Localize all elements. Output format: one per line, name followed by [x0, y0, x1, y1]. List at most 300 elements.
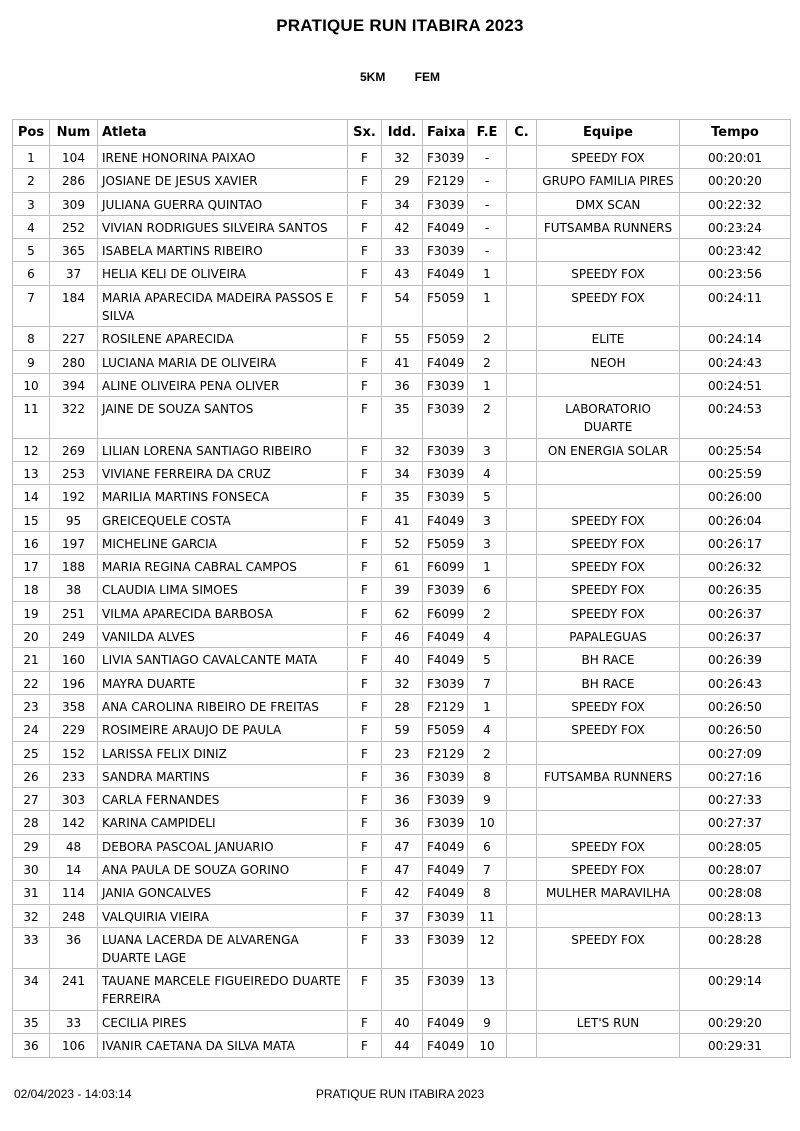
time-cell: 00:24:43	[680, 350, 791, 373]
pos-cell: 18	[13, 578, 50, 601]
fe-cell: -	[468, 192, 507, 215]
num-cell: 248	[50, 904, 98, 927]
age-cell: 36	[382, 764, 423, 787]
age-cell: 37	[382, 904, 423, 927]
fe-cell: 2	[468, 741, 507, 764]
age-cell: 32	[382, 671, 423, 694]
team-cell: SPEEDY FOX	[537, 285, 680, 327]
sex-cell: F	[348, 461, 382, 484]
athlete-cell: GREICEQUELE COSTA	[98, 508, 348, 531]
table-row	[13, 1034, 791, 1057]
c-cell	[507, 741, 537, 764]
athlete-cell: LUCIANA MARIA DE OLIVEIRA	[98, 350, 348, 373]
age-cell: 23	[382, 741, 423, 764]
sex-cell: F	[348, 262, 382, 285]
c-cell	[507, 169, 537, 192]
fe-cell: 3	[468, 508, 507, 531]
col-header-age: Idd.	[382, 120, 423, 146]
time-cell: 00:24:53	[680, 397, 791, 439]
time-cell: 00:28:28	[680, 927, 791, 969]
athlete-cell: ROSILENE APARECIDA	[98, 327, 348, 350]
pos-cell: 16	[13, 531, 50, 554]
fe-cell: 3	[468, 531, 507, 554]
team-cell: SPEEDY FOX	[537, 927, 680, 969]
team-cell: LABORATORIO DUARTE	[537, 397, 680, 439]
c-cell	[507, 834, 537, 857]
age-group-cell: F4049	[423, 262, 468, 285]
age-group-cell: F4049	[423, 858, 468, 881]
num-cell: 14	[50, 858, 98, 881]
athlete-cell: VIVIANE FERREIRA DA CRUZ	[98, 461, 348, 484]
age-group-cell: F3039	[423, 904, 468, 927]
pos-cell: 9	[13, 350, 50, 373]
sex-cell: F	[348, 927, 382, 969]
athlete-cell: LUANA LACERDA DE ALVARENGA DUARTE LAGE	[98, 927, 348, 969]
age-cell: 33	[382, 927, 423, 969]
time-cell: 00:24:51	[680, 373, 791, 396]
age-group-cell: F5059	[423, 285, 468, 327]
fe-cell: 5	[468, 485, 507, 508]
sex-cell: F	[348, 694, 382, 717]
athlete-cell: MARILIA MARTINS FONSECA	[98, 485, 348, 508]
age-group-cell: F3039	[423, 239, 468, 262]
pos-cell: 2	[13, 169, 50, 192]
team-cell	[537, 811, 680, 834]
age-group-cell: F3039	[423, 811, 468, 834]
num-cell: 104	[50, 146, 98, 169]
athlete-cell: DEBORA PASCOAL JANUARIO	[98, 834, 348, 857]
sex-cell: F	[348, 215, 382, 238]
athlete-cell: JOSIANE DE JESUS XAVIER	[98, 169, 348, 192]
athlete-cell: JANIA GONCALVES	[98, 881, 348, 904]
fe-cell: 1	[468, 373, 507, 396]
fe-cell: 1	[468, 555, 507, 578]
fe-cell: 7	[468, 858, 507, 881]
athlete-cell: VIVIAN RODRIGUES SILVEIRA SANTOS	[98, 215, 348, 238]
team-cell: MULHER MARAVILHA	[537, 881, 680, 904]
sex-cell: F	[348, 169, 382, 192]
age-cell: 34	[382, 461, 423, 484]
pos-cell: 24	[13, 718, 50, 741]
c-cell	[507, 969, 537, 1011]
age-cell: 44	[382, 1034, 423, 1057]
c-cell	[507, 215, 537, 238]
age-cell: 41	[382, 508, 423, 531]
c-cell	[507, 285, 537, 327]
table-row	[13, 969, 791, 1011]
age-cell: 61	[382, 555, 423, 578]
sex-cell: F	[348, 648, 382, 671]
age-cell: 59	[382, 718, 423, 741]
num-cell: 251	[50, 601, 98, 624]
pos-cell: 20	[13, 625, 50, 648]
c-cell	[507, 625, 537, 648]
age-group-cell: F4049	[423, 1010, 468, 1033]
sex-cell: F	[348, 881, 382, 904]
fe-cell: 8	[468, 881, 507, 904]
age-cell: 35	[382, 485, 423, 508]
time-cell: 00:28:05	[680, 834, 791, 857]
sex-cell: F	[348, 397, 382, 439]
table-row	[13, 146, 791, 169]
team-cell: SPEEDY FOX	[537, 834, 680, 857]
fe-cell: 4	[468, 718, 507, 741]
time-cell: 00:24:14	[680, 327, 791, 350]
fe-cell: -	[468, 239, 507, 262]
sex-cell: F	[348, 811, 382, 834]
time-cell: 00:23:24	[680, 215, 791, 238]
num-cell: 184	[50, 285, 98, 327]
sex-cell: F	[348, 438, 382, 461]
num-cell: 322	[50, 397, 98, 439]
team-cell: FUTSAMBA RUNNERS	[537, 764, 680, 787]
col-header-athlete: Atleta	[98, 120, 348, 146]
team-cell: FUTSAMBA RUNNERS	[537, 215, 680, 238]
c-cell	[507, 350, 537, 373]
team-cell: SPEEDY FOX	[537, 858, 680, 881]
c-cell	[507, 1010, 537, 1033]
age-cell: 32	[382, 146, 423, 169]
time-cell: 00:27:09	[680, 741, 791, 764]
sex-cell: F	[348, 1010, 382, 1033]
time-cell: 00:26:43	[680, 671, 791, 694]
num-cell: 38	[50, 578, 98, 601]
athlete-cell: IVANIR CAETANA DA SILVA MATA	[98, 1034, 348, 1057]
team-cell: SPEEDY FOX	[537, 694, 680, 717]
time-cell: 00:26:00	[680, 485, 791, 508]
table-row	[13, 694, 791, 717]
age-group-cell: F4049	[423, 648, 468, 671]
table-row	[13, 397, 791, 439]
athlete-cell: MAYRA DUARTE	[98, 671, 348, 694]
time-cell: 00:20:01	[680, 146, 791, 169]
table-row	[13, 327, 791, 350]
footer-timestamp: 02/04/2023 - 14:03:14	[14, 1087, 132, 1101]
fe-cell: 5	[468, 648, 507, 671]
age-group-cell: F2129	[423, 741, 468, 764]
pos-cell: 28	[13, 811, 50, 834]
age-cell: 35	[382, 969, 423, 1011]
team-cell: BH RACE	[537, 648, 680, 671]
time-cell: 00:28:13	[680, 904, 791, 927]
c-cell	[507, 811, 537, 834]
num-cell: 95	[50, 508, 98, 531]
table-row	[13, 215, 791, 238]
pos-cell: 30	[13, 858, 50, 881]
c-cell	[507, 648, 537, 671]
c-cell	[507, 438, 537, 461]
pos-cell: 15	[13, 508, 50, 531]
team-cell	[537, 741, 680, 764]
team-cell	[537, 1034, 680, 1057]
num-cell: 394	[50, 373, 98, 396]
footer-event-name: PRATIQUE RUN ITABIRA 2023	[315, 1087, 485, 1101]
athlete-cell: TAUANE MARCELE FIGUEIREDO DUARTE FERREIRA	[98, 969, 348, 1011]
c-cell	[507, 671, 537, 694]
num-cell: 229	[50, 718, 98, 741]
c-cell	[507, 531, 537, 554]
fe-cell: 4	[468, 461, 507, 484]
age-cell: 33	[382, 239, 423, 262]
time-cell: 00:25:54	[680, 438, 791, 461]
time-cell: 00:22:32	[680, 192, 791, 215]
num-cell: 241	[50, 969, 98, 1011]
age-group-cell: F3039	[423, 438, 468, 461]
team-cell	[537, 904, 680, 927]
num-cell: 249	[50, 625, 98, 648]
fe-cell: -	[468, 169, 507, 192]
time-cell: 00:26:04	[680, 508, 791, 531]
c-cell	[507, 601, 537, 624]
num-cell: 280	[50, 350, 98, 373]
age-group-cell: F4049	[423, 1034, 468, 1057]
pos-cell: 29	[13, 834, 50, 857]
sex-cell: F	[348, 671, 382, 694]
pos-cell: 31	[13, 881, 50, 904]
sex-cell: F	[348, 508, 382, 531]
table-row	[13, 531, 791, 554]
athlete-cell: KARINA CAMPIDELI	[98, 811, 348, 834]
age-group-cell: F4049	[423, 881, 468, 904]
c-cell	[507, 262, 537, 285]
pos-cell: 12	[13, 438, 50, 461]
pos-cell: 33	[13, 927, 50, 969]
c-cell	[507, 788, 537, 811]
age-group-cell: F4049	[423, 834, 468, 857]
age-cell: 34	[382, 192, 423, 215]
athlete-cell: CECILIA PIRES	[98, 1010, 348, 1033]
col-header-pos: Pos	[13, 120, 50, 146]
fe-cell: 12	[468, 927, 507, 969]
table-row	[13, 858, 791, 881]
time-cell: 00:26:35	[680, 578, 791, 601]
sex-cell: F	[348, 239, 382, 262]
age-group-cell: F2129	[423, 169, 468, 192]
c-cell	[507, 397, 537, 439]
athlete-cell: HELIA KELI DE OLIVEIRA	[98, 262, 348, 285]
fe-cell: 13	[468, 969, 507, 1011]
age-cell: 28	[382, 694, 423, 717]
age-cell: 29	[382, 169, 423, 192]
time-cell: 00:26:37	[680, 601, 791, 624]
c-cell	[507, 718, 537, 741]
c-cell	[507, 239, 537, 262]
table-row	[13, 461, 791, 484]
age-group-cell: F3039	[423, 146, 468, 169]
age-cell: 42	[382, 881, 423, 904]
age-group-cell: F3039	[423, 397, 468, 439]
time-cell: 00:20:20	[680, 169, 791, 192]
num-cell: 269	[50, 438, 98, 461]
fe-cell: 9	[468, 788, 507, 811]
time-cell: 00:24:11	[680, 285, 791, 327]
pos-cell: 14	[13, 485, 50, 508]
time-cell: 00:26:39	[680, 648, 791, 671]
team-cell: ELITE	[537, 327, 680, 350]
table-row	[13, 239, 791, 262]
sex-cell: F	[348, 578, 382, 601]
num-cell: 358	[50, 694, 98, 717]
col-header-sex: Sx.	[348, 120, 382, 146]
age-cell: 36	[382, 788, 423, 811]
table-row	[13, 285, 791, 327]
table-row	[13, 718, 791, 741]
athlete-cell: SANDRA MARTINS	[98, 764, 348, 787]
num-cell: 233	[50, 764, 98, 787]
time-cell: 00:25:59	[680, 461, 791, 484]
fe-cell: 6	[468, 578, 507, 601]
num-cell: 160	[50, 648, 98, 671]
age-group-cell: F3039	[423, 192, 468, 215]
pos-cell: 5	[13, 239, 50, 262]
fe-cell: 7	[468, 671, 507, 694]
fe-cell: 2	[468, 350, 507, 373]
fe-cell: 2	[468, 397, 507, 439]
sex-cell: F	[348, 373, 382, 396]
time-cell: 00:26:50	[680, 718, 791, 741]
time-cell: 00:27:16	[680, 764, 791, 787]
age-cell: 62	[382, 601, 423, 624]
fe-cell: 2	[468, 601, 507, 624]
sex-cell: F	[348, 192, 382, 215]
num-cell: 309	[50, 192, 98, 215]
fe-cell: 2	[468, 327, 507, 350]
num-cell: 48	[50, 834, 98, 857]
sex-cell: F	[348, 764, 382, 787]
page-title: PRATIQUE RUN ITABIRA 2023	[276, 16, 524, 35]
c-cell	[507, 373, 537, 396]
team-cell: SPEEDY FOX	[537, 578, 680, 601]
pos-cell: 4	[13, 215, 50, 238]
team-cell: ON ENERGIA SOLAR	[537, 438, 680, 461]
age-group-cell: F4049	[423, 508, 468, 531]
age-group-cell: F3039	[423, 461, 468, 484]
c-cell	[507, 578, 537, 601]
c-cell	[507, 146, 537, 169]
pos-cell: 19	[13, 601, 50, 624]
team-cell: GRUPO FAMILIA PIRES	[537, 169, 680, 192]
fe-cell: 1	[468, 694, 507, 717]
num-cell: 37	[50, 262, 98, 285]
c-cell	[507, 1034, 537, 1057]
athlete-cell: MICHELINE GARCIA	[98, 531, 348, 554]
age-cell: 40	[382, 1010, 423, 1033]
athlete-cell: ROSIMEIRE ARAUJO DE PAULA	[98, 718, 348, 741]
team-cell: SPEEDY FOX	[537, 718, 680, 741]
pos-cell: 34	[13, 969, 50, 1011]
time-cell: 00:23:42	[680, 239, 791, 262]
fe-cell: 1	[468, 262, 507, 285]
header-row	[13, 120, 791, 146]
athlete-cell: ANA PAULA DE SOUZA GORINO	[98, 858, 348, 881]
team-cell: SPEEDY FOX	[537, 262, 680, 285]
athlete-cell: IRENE HONORINA PAIXAO	[98, 146, 348, 169]
fe-cell: 11	[468, 904, 507, 927]
pos-cell: 36	[13, 1034, 50, 1057]
sex-cell: F	[348, 531, 382, 554]
num-cell: 253	[50, 461, 98, 484]
table-row	[13, 881, 791, 904]
age-group-cell: F4049	[423, 625, 468, 648]
table-row	[13, 904, 791, 927]
pos-cell: 8	[13, 327, 50, 350]
pos-cell: 22	[13, 671, 50, 694]
age-cell: 39	[382, 578, 423, 601]
age-cell: 47	[382, 858, 423, 881]
fe-cell: 10	[468, 811, 507, 834]
athlete-cell: MARIA APARECIDA MADEIRA PASSOS E SILVA	[98, 285, 348, 327]
c-cell	[507, 881, 537, 904]
results-body	[13, 146, 791, 1058]
race-subtitle	[0, 70, 800, 84]
age-cell: 41	[382, 350, 423, 373]
sex-cell: F	[348, 788, 382, 811]
num-cell: 196	[50, 671, 98, 694]
sex-cell: F	[348, 969, 382, 1011]
c-cell	[507, 555, 537, 578]
num-cell: 197	[50, 531, 98, 554]
team-cell	[537, 485, 680, 508]
table-row	[13, 508, 791, 531]
pos-cell: 25	[13, 741, 50, 764]
athlete-cell: ALINE OLIVEIRA PENA OLIVER	[98, 373, 348, 396]
table-row	[13, 788, 791, 811]
sex-cell: F	[348, 904, 382, 927]
athlete-cell: CARLA FERNANDES	[98, 788, 348, 811]
time-cell: 00:28:07	[680, 858, 791, 881]
age-group-cell: F5059	[423, 327, 468, 350]
table-row	[13, 578, 791, 601]
sex-cell: F	[348, 485, 382, 508]
age-group-cell: F4049	[423, 215, 468, 238]
age-cell: 54	[382, 285, 423, 327]
athlete-cell: ISABELA MARTINS RIBEIRO	[98, 239, 348, 262]
pos-cell: 23	[13, 694, 50, 717]
athlete-cell: JULIANA GUERRA QUINTAO	[98, 192, 348, 215]
pos-cell: 26	[13, 764, 50, 787]
num-cell: 188	[50, 555, 98, 578]
age-cell: 36	[382, 373, 423, 396]
pos-cell: 3	[13, 192, 50, 215]
table-row	[13, 601, 791, 624]
c-cell	[507, 764, 537, 787]
col-header-time: Tempo	[680, 120, 791, 146]
time-cell: 00:27:33	[680, 788, 791, 811]
fe-cell: 9	[468, 1010, 507, 1033]
time-cell: 00:28:08	[680, 881, 791, 904]
pos-cell: 11	[13, 397, 50, 439]
team-cell	[537, 969, 680, 1011]
athlete-cell: LARISSA FELIX DINIZ	[98, 741, 348, 764]
num-cell: 36	[50, 927, 98, 969]
table-row	[13, 169, 791, 192]
team-cell	[537, 373, 680, 396]
sex-cell: F	[348, 327, 382, 350]
sex-cell: F	[348, 555, 382, 578]
fe-cell: -	[468, 146, 507, 169]
sex-cell: F	[348, 285, 382, 327]
c-cell	[507, 694, 537, 717]
age-group-cell: F3039	[423, 373, 468, 396]
fe-cell: 4	[468, 625, 507, 648]
team-cell: SPEEDY FOX	[537, 601, 680, 624]
table-row	[13, 764, 791, 787]
athlete-cell: CLAUDIA LIMA SIMOES	[98, 578, 348, 601]
num-cell: 33	[50, 1010, 98, 1033]
c-cell	[507, 927, 537, 969]
team-cell: NEOH	[537, 350, 680, 373]
table-row	[13, 648, 791, 671]
